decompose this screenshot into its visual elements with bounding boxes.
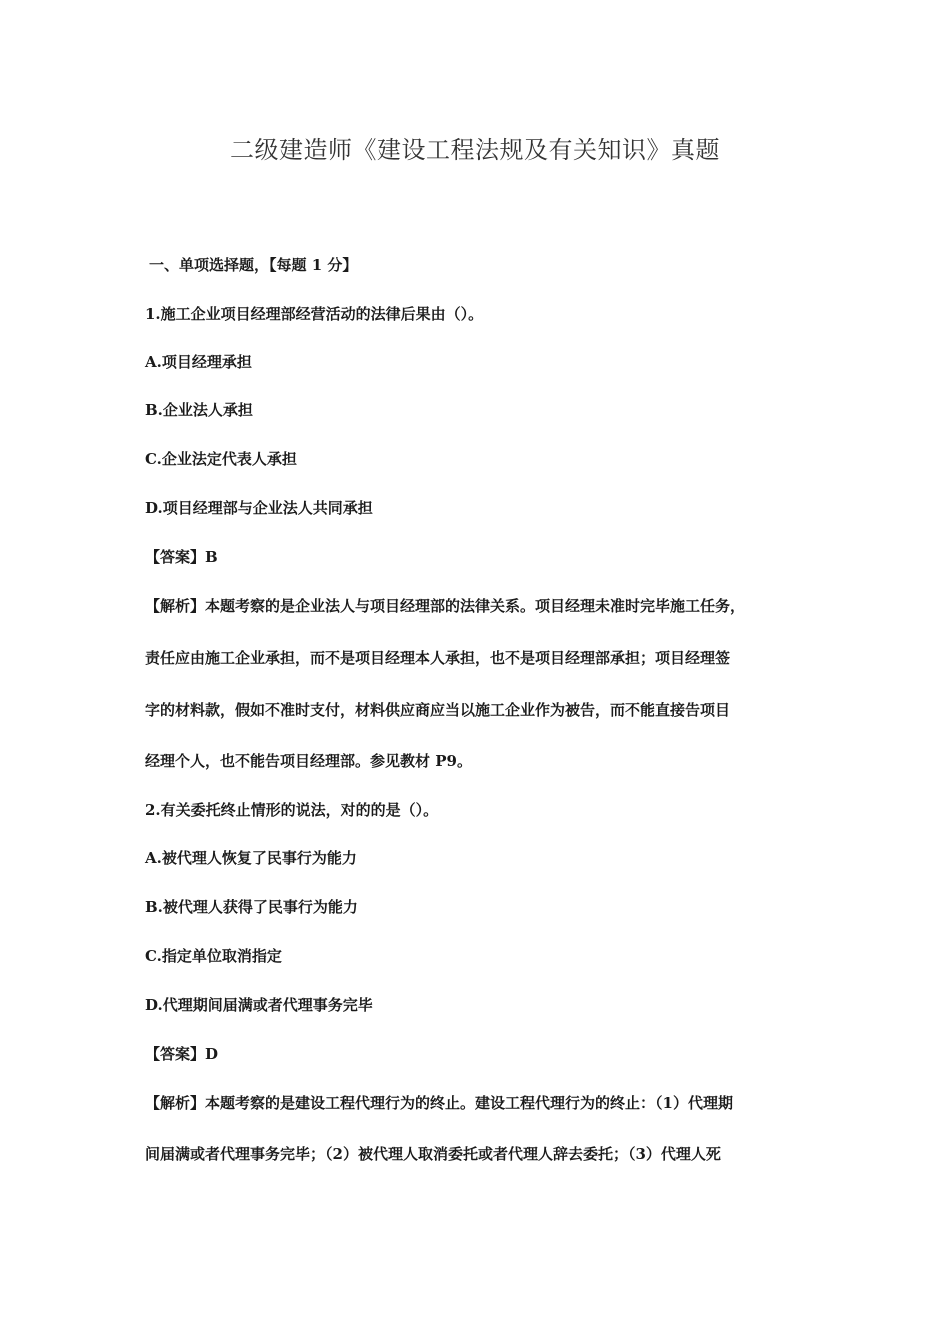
document-title: 二级建造师《建设工程法规及有关知识》真题 [230,136,720,164]
question-1-answer: 【答案】B [145,548,218,566]
question-1-analysis-line: 字的材料款，假如不准时支付，材料供应商应当以施工企业作为被告，而不能直接告项目 [145,701,731,719]
question-2-analysis-line: 间届满或者代理事务完毕；（2）被代理人取消委托或者代理人辞去委托；（3）代理人死 [145,1145,721,1163]
section-heading: 一、单项选择题，【每题 1 分】 [149,256,358,274]
question-2-option-d: D.代理期间届满或者代理事务完毕 [145,996,373,1014]
question-1-option-d: D.项目经理部与企业法人共同承担 [145,499,373,517]
question-2-analysis-line: 【解析】本题考察的是建设工程代理行为的终止。建设工程代理行为的终止：（1）代理期 [145,1094,733,1112]
question-2-option-a: A.被代理人恢复了民事行为能力 [145,849,357,867]
question-1-option-b: B.企业法人承担 [145,401,253,419]
question-2-answer: 【答案】D [145,1045,219,1063]
question-2-option-b: B.被代理人获得了民事行为能力 [145,898,358,916]
question-2-stem: 2.有关委托终止情形的说法，对的的是（）。 [145,801,439,819]
question-2-option-c: C.指定单位取消指定 [145,947,282,965]
question-1-analysis-line: 经理个人，也不能告项目经理部。参见教材 P9。 [145,752,472,770]
question-1-stem: 1.施工企业项目经理部经营活动的法律后果由（）。 [145,305,484,323]
question-1-analysis-line: 责任应由施工企业承担，而不是项目经理本人承担，也不是项目经理部承担；项目经理签 [145,649,731,667]
question-1-analysis-line: 【解析】本题考察的是企业法人与项目经理部的法律关系。项目经理未准时完毕施工任务， [145,597,746,615]
question-1-option-a: A.项目经理承担 [145,353,252,371]
question-1-option-c: C.企业法定代表人承担 [145,450,297,468]
